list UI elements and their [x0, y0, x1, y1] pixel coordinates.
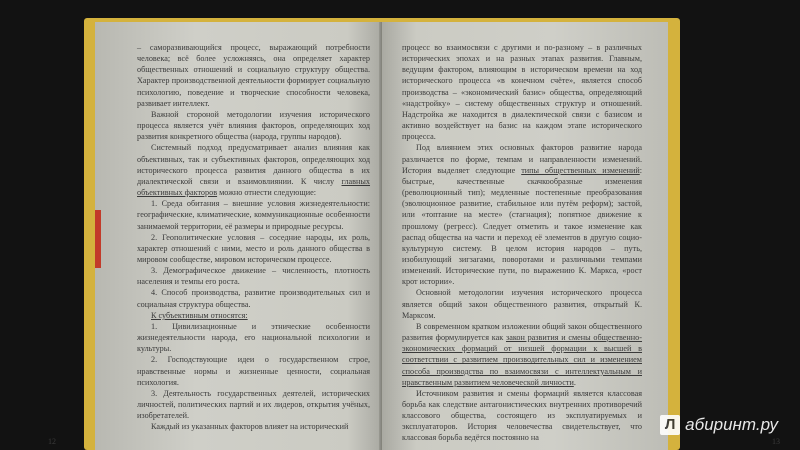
paragraph-text: 4. Способ производства, развитие производительных сил и социальная структура общества.	[137, 288, 370, 309]
paragraph-text: 3. Деятельность государственных деятелей, исторических личностей, политических партий и их лидеров, открытия учёных, изобретателей.	[137, 388, 370, 421]
paragraph-text: процесс во взаимосвязи с другими и по-разному – в различных исторических эпохах и на разных этапах развития. Главным, ведущим фактором, влияющим в историческом времени на ход исторического процесса «в конечном счёте», является способ производства – «экономический базис» общества, определяющий «надстройку» – систему общественных структур и отношений. Надстройка же находится в диалектической связи с базисом и активно воздействует на базис на каждом этапе исторического процесса.	[402, 43, 642, 142]
page-number-right: 13	[772, 437, 780, 446]
paragraph-text: 2. Геополитические условия – соседние народы, их роль, характер отношений с ними, место и роль данного общества в мировом сообществе, мировом историческом процессе.	[137, 232, 370, 264]
underlined-phrase: закон развития и смены общественно-экономических формаций от низшей формации к высшей в соответствии с развитием производительных сил и изменением способа производства по взаимосвязи с интеллектуальным и нравственным развитием человеческой личности	[402, 333, 643, 387]
paragraph-text-after: .	[573, 377, 576, 387]
paragraph-text-after: : быстрые, качественные скачкообразные изменения (революционный тип); медленные постепенные преобразования (эволюционное развитие, стабильное или путём реформ); застой, или «топтание на месте» (стагнация); попятное движение к прошлому (регресс). Следует отметить и такое изменение как распад общества на части и переход её элементов в другую социо-культурную систему. В целом история народов – путь, изобилующий зигзагами, поворотами и различными темпами изменений. Исторические пути, по выражению К. Маркса, «рост крот истории».	[402, 165, 643, 287]
paragraph	[137, 354, 370, 387]
paragraph-text: Основной методологии изучения исторического процесса является общий закон общественного развития, открытый К. Марксом.	[402, 288, 642, 320]
paragraph	[137, 142, 370, 198]
paragraph-text: Источником развития и смены формаций является классовая борьба как следствие антагонистических внутренних противоречий классового общества, состоящего из эксплуатируемых и эксплуататоров. История человечества свидетельствует, что классовая борьба ведётся постоянно на	[402, 388, 642, 443]
left-page	[95, 22, 382, 450]
paragraph	[137, 265, 370, 287]
underlined-phrase: типы общественных изменений	[521, 165, 640, 175]
paragraph-text: Под влиянием этих основных факторов развитие народа различается по форме, темпам и направленности изменений. История выделяет следующие	[402, 143, 642, 175]
paragraph-text: Системный подход предусматривает анализ влияния как объективных, так и субъективных факторов, определяющих ход исторического процесса развития данного общества в их диалектической связи и взаимовлиянии. К числу	[137, 143, 370, 186]
paragraph	[137, 42, 370, 109]
paragraph-text: 1. Среда обитания – внешние условия жизнедеятельности: географические, климатические, коммуникационные особенности занимаемой территории, её размеры и природные ресурсы.	[137, 199, 370, 231]
paragraph-text: Важной стороной методологии изучения исторического процесса является учёт влияния факторов, определяющих ход развития конкретного общества (народа, группы народов).	[137, 109, 370, 142]
paragraph	[137, 232, 370, 265]
paragraph	[137, 109, 370, 142]
red-bookmark	[95, 210, 101, 268]
paragraph	[402, 142, 642, 287]
paragraph-text: 2. Господствующие идеи о государственном строе, нравственные нормы и жизненные ценности, социальная психология.	[137, 355, 370, 387]
paragraph-text: 1. Цивилизационные и этнические особенности жизнедеятельности народа, его национальной психологии и культуры.	[137, 321, 370, 354]
paragraph	[137, 287, 370, 309]
labirint-logo-icon: Л	[660, 415, 680, 435]
paragraph	[137, 321, 370, 354]
underlined-phrase: главных объективных факторов	[137, 176, 371, 198]
paragraph	[137, 198, 370, 231]
paragraph-text: 3. Демографическое движение – численность, плотность населения и темпы его роста.	[137, 266, 370, 287]
paragraph-text: – саморазвивающийся процесс, выражающий потребности человека; всё более усложняясь, она определяет характер общественных отношений и социальную структуру общества. Характер производственной деятельности формирует социальную психологию, поведение и творческие способности человека, развивает интеллект.	[137, 43, 370, 108]
paragraph-text: Каждый из указанных факторов влияет на исторический	[151, 422, 349, 432]
underlined-phrase: К субъективным относятся:	[151, 310, 248, 320]
paragraph	[137, 421, 370, 432]
paragraph-text-after: можно отнести следующие:	[217, 188, 317, 198]
page-number-left: 12	[48, 437, 56, 446]
paragraph-text: В современном кратком изложении общий закон общественного развития формулируется как	[402, 321, 642, 343]
paragraph	[402, 287, 642, 320]
paragraph	[402, 388, 642, 444]
paragraph	[137, 388, 370, 421]
labirint-watermark	[660, 414, 778, 436]
watermark-text: абиринт.ру	[685, 415, 778, 434]
paragraph	[402, 321, 642, 388]
paragraph	[402, 42, 642, 142]
paragraph	[137, 310, 370, 321]
right-page	[382, 22, 668, 450]
